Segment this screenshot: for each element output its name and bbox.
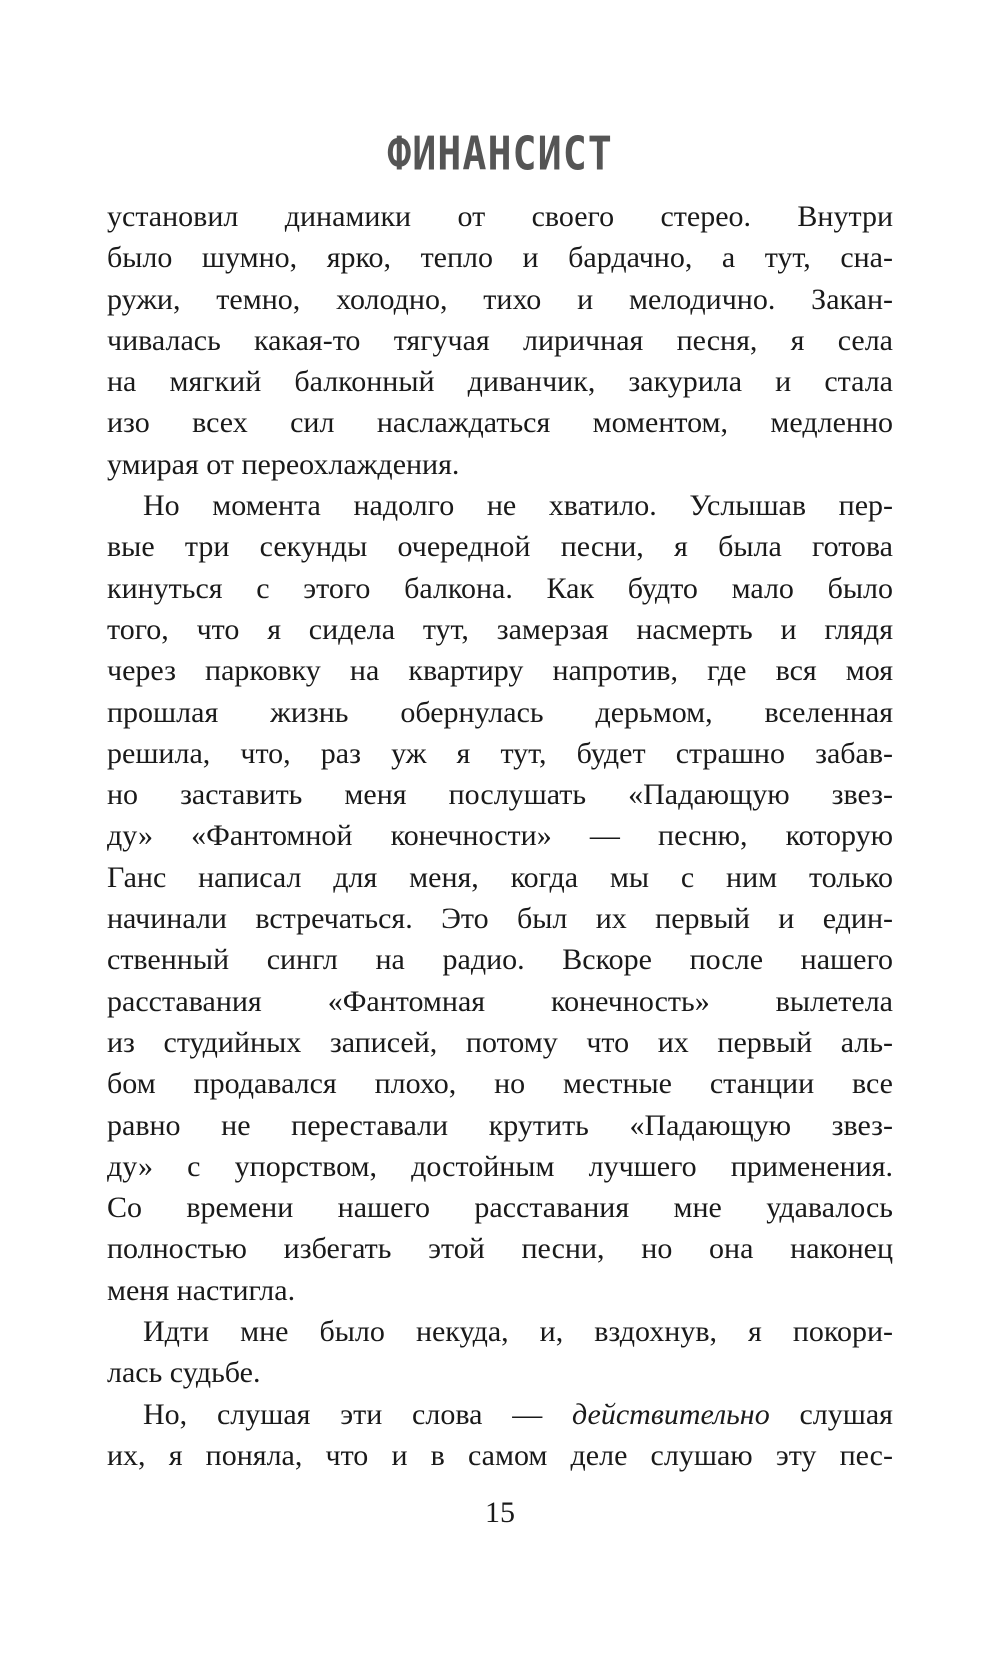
paragraph [107, 485, 893, 1311]
text-line: ду» с упорством, достойным лучшего применения. [107, 1149, 893, 1183]
text-segment: слушая [769, 1397, 893, 1431]
emphasis-text: действительно [571, 1397, 770, 1431]
text-line: умирая от переохлаждения. [107, 447, 460, 481]
page-number: 15 [485, 1496, 515, 1529]
text-line: полностью избегать этой песни, но она наконец [107, 1232, 893, 1266]
text-line: Со времени нашего расставания мне удавалось [107, 1191, 893, 1225]
text-line: меня настигла. [107, 1273, 296, 1307]
text-line: но заставить меня послушать «Падающую звез- [107, 778, 893, 812]
text-line: того, что я сидела тут, замерзая насмерть и глядя [107, 612, 893, 646]
running-title: ФИНАНСИСТ [387, 128, 613, 181]
text-line: расставания «Фантомная конечность» вылетела [107, 984, 893, 1018]
paragraph [107, 1394, 893, 1477]
text-line: бом продавался плохо, но местные станции все [107, 1067, 893, 1101]
text-line: установил динамики от своего стерео. Внутри [107, 200, 893, 233]
text-line: равно не переставали крутить «Падающую звез- [107, 1108, 893, 1142]
text-line: Идти мне было некуда, и, вздохнув, я покори- [143, 1315, 893, 1349]
text-line: решила, что, раз уж я тут, будет страшно забав- [107, 736, 893, 770]
text-line: начинали встречаться. Это был их первый и един- [107, 902, 893, 936]
paragraph [107, 196, 893, 485]
text-line: ственный сингл на радио. Вскоре после нашего [107, 943, 893, 977]
text-line: Ганс написал для меня, когда мы с ним только [107, 860, 893, 894]
text-line: из студийных записей, потому что их первый аль- [107, 1025, 893, 1059]
paragraph [107, 1311, 893, 1394]
body-text [107, 196, 893, 1476]
text-line: на мягкий балконный диванчик, закурила и стала [107, 365, 893, 399]
text-segment: Но, слушая эти слова — [143, 1397, 572, 1431]
text-line: чивалась какая-то тягучая лиричная песня, я села [107, 323, 893, 357]
text-line: кинуться с этого балкона. Как будто мало было [107, 571, 893, 605]
text-line: ружи, темно, холодно, тихо и мелодично. Закан- [107, 282, 893, 316]
text-line: их, я поняла, что и в самом деле слушаю эту пес- [107, 1438, 893, 1472]
text-line: лась судьбе. [107, 1356, 261, 1390]
text-line: было шумно, ярко, тепло и бардачно, а тут, сна- [107, 241, 893, 275]
text-line [107, 1394, 893, 1435]
text-line: Но момента надолго не хватило. Услышав пер- [143, 489, 893, 523]
text-line: прошлая жизнь обернулась дерьмом, вселенная [107, 695, 893, 729]
text-line: ду» «Фантомной конечности» — песню, которую [107, 819, 893, 853]
text-line: через парковку на квартиру напротив, где вся моя [107, 654, 893, 688]
text-line: вые три секунды очередной песни, я была готова [107, 530, 893, 564]
text-line: изо всех сил наслаждаться моментом, медленно [107, 406, 893, 440]
